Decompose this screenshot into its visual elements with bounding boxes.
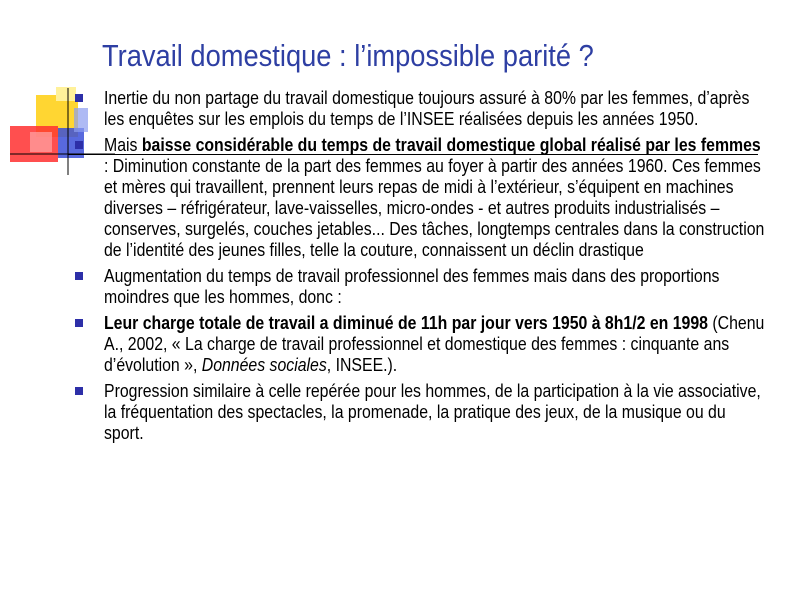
bullet-text — [104, 313, 768, 376]
bullet-segment: Progression similaire à celle repérée pour les hommes, de la participation à la vie associative, la fréquentation des spectacles, la promenade, la pratique des jeux, de la musique ou du sport. — [104, 381, 761, 443]
bullet-segment: : Diminution constante de la part des femmes au foyer à partir des années 1960. Ces femmes et mères qui travaillent, prennent leurs repas de midi à l’extérieur, s’équipent en machines diverses – réfrigérateur, lave-vaisselles, micro-ondes - et autres produits industrialisés – conserves, surgelés, couches jetables... Des tâches, longtemps centrales dans la construction de l’identité des jeunes filles, telle la couture, connaissent un déclin drastique — [104, 156, 765, 260]
bullet-segment: Inertie du non partage du travail domestique toujours assuré à 80% par les femmes, d’après les enquêtes sur les emplois du temps de l’INSEE réalisées depuis les années 1950. — [104, 88, 750, 129]
slide-title: Travail domestique : l’impossible parité ? — [102, 38, 594, 73]
bullet-item — [0, 135, 768, 261]
bullet-segment: Augmentation du temps de travail professionnel des femmes mais dans des proportions moindres que les hommes, donc : — [104, 266, 720, 307]
bullet-item — [0, 266, 768, 308]
square-bullet-icon — [75, 387, 83, 395]
square-bullet-icon — [75, 94, 83, 102]
bullet-text — [104, 381, 768, 444]
square-bullet-icon — [75, 272, 83, 280]
bullet-item — [0, 381, 768, 444]
bullet-segment: , INSEE.). — [326, 355, 398, 375]
bullet-segment: baisse considérable du temps de travail domestique global réalisé par les femmes — [141, 135, 761, 155]
bullet-item — [0, 88, 768, 130]
square-bullet-icon — [75, 141, 83, 149]
bullet-list — [0, 88, 800, 449]
bullet-item — [0, 313, 768, 376]
bullet-text — [104, 135, 768, 261]
bullet-text — [104, 266, 768, 308]
bullet-segment: Données sociales — [201, 355, 327, 375]
square-bullet-icon — [75, 319, 83, 327]
bullet-segment: Mais — [104, 135, 142, 155]
bullet-text — [104, 88, 768, 130]
bullet-segment: Leur charge totale de travail a diminué de 11h par jour vers 1950 à 8h1/2 en 1998 — [104, 313, 708, 333]
bullet-segment: (Chenu A., 2002, « La charge de travail professionnel et domestique des femmes : cinquante ans d’évolution », — [104, 313, 765, 375]
